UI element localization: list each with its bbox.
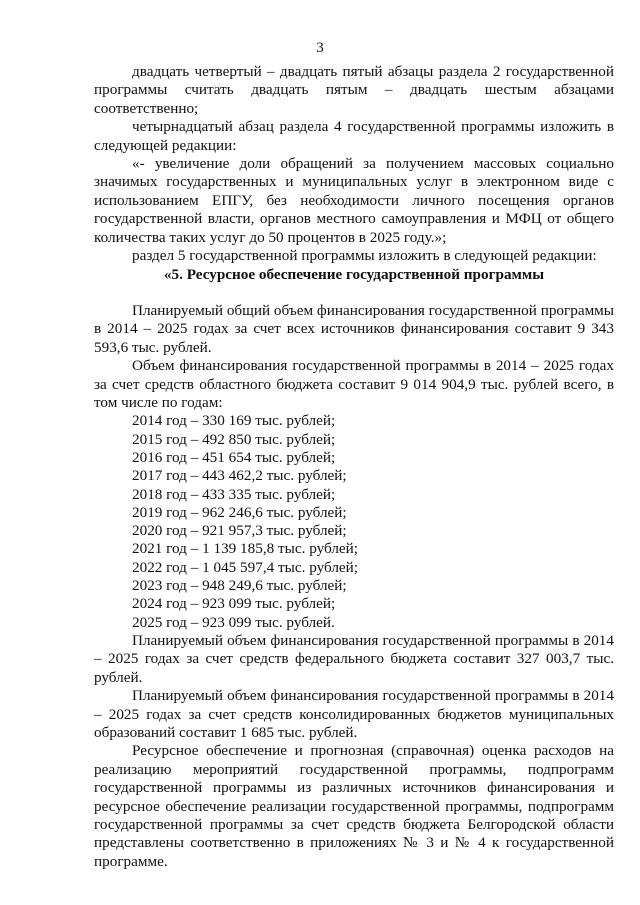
paragraph-quoted-indicator: «- увеличение доли обращений за получением массовых социально значимых государственных и муниципальных услуг в электронном виде с использованием ЕПГУ, без необходимости личного посещения органов государственной власти, органов местного самоуправления и МФЦ от общего количества таких услуг до 50 процентов в 2025 году.»; (94, 155, 614, 246)
list-item-year: 2018 год – 433 335 тыс. рублей; (132, 485, 336, 503)
list-item-year: 2022 год – 1 045 597,4 тыс. рублей; (132, 558, 359, 576)
list-item-year: 2020 год – 921 957,3 тыс. рублей; (132, 522, 347, 540)
list-item-year: 2023 год – 948 249,6 тыс. рублей; (132, 576, 347, 594)
list-item-year: 2015 год – 492 850 тыс. рублей; (132, 430, 336, 448)
list-item-year: 2021 год – 1 139 185,8 тыс. рублей; (132, 540, 359, 558)
list-item-year: 2025 год – 923 099 тыс. рублей. (132, 613, 335, 631)
paragraph-federal-budget: Планируемый объем финансирования государственной программы в 2014 – 2025 годах за счет средств федерального бюджета составит 327 003,7 тыс. рублей. (94, 631, 614, 686)
list-item-year: 2016 год – 451 654 тыс. рублей; (132, 448, 336, 466)
paragraph-abzac-renumber: двадцать четвертый – двадцать пятый абзацы раздела 2 государственной программы считать двадцать пятым – двадцать шестым абзацами соответственно; (94, 63, 614, 117)
list-item-year: 2017 год – 443 462,2 тыс. рублей; (132, 467, 347, 485)
paragraph-municipal-budgets: Планируемый объем финансирования государственной программы в 2014 – 2025 годах за счет средств консолидированных бюджетов муниципальных образований составит 1 685 тыс. рублей. (94, 687, 614, 741)
paragraph-section5-instruction: раздел 5 государственной программы изложить в следующей редакции: (132, 247, 597, 265)
paragraph-regional-budget: Объем финансирования государственной программы в 2014 – 2025 годах за счет средств областного бюджета составит 9 014 904,9 тыс. рублей всего, в том числе по годам: (94, 357, 614, 411)
document-body (94, 63, 614, 871)
paragraph-total-financing: Планируемый общий объем финансирования государственной программы в 2014 – 2025 годах за счет всех источников финансирования составит 9 343 593,6 тыс. рублей. (94, 301, 614, 356)
list-item-year: 2014 год – 330 169 тыс. рублей; (132, 412, 336, 430)
page-number: 3 (316, 40, 324, 56)
list-item-year: 2024 год – 923 099 тыс. рублей; (132, 595, 336, 613)
paragraph-section4-instruction: четырнадцатый абзац раздела 4 государственной программы изложить в следующей редакции: (94, 118, 614, 154)
paragraph-appendices-reference: Ресурсное обеспечение и прогнозная (справочная) оценка расходов на реализацию мероприятий государственной программы, подпрограмм государственной программы из различных источников финансирования и ресурсное обеспечение реализации государственной программы, подпрограмм государственной программы за счет средств бюджета Белгородской области представлены соответственно в приложениях № 3 и № 4 к государственной программе. (94, 742, 614, 870)
yearly-financing-list (94, 412, 614, 632)
section-heading: «5. Ресурсное обеспечение государственной программы (163, 266, 545, 284)
list-item-year: 2019 год – 962 246,6 тыс. рублей; (132, 503, 347, 521)
